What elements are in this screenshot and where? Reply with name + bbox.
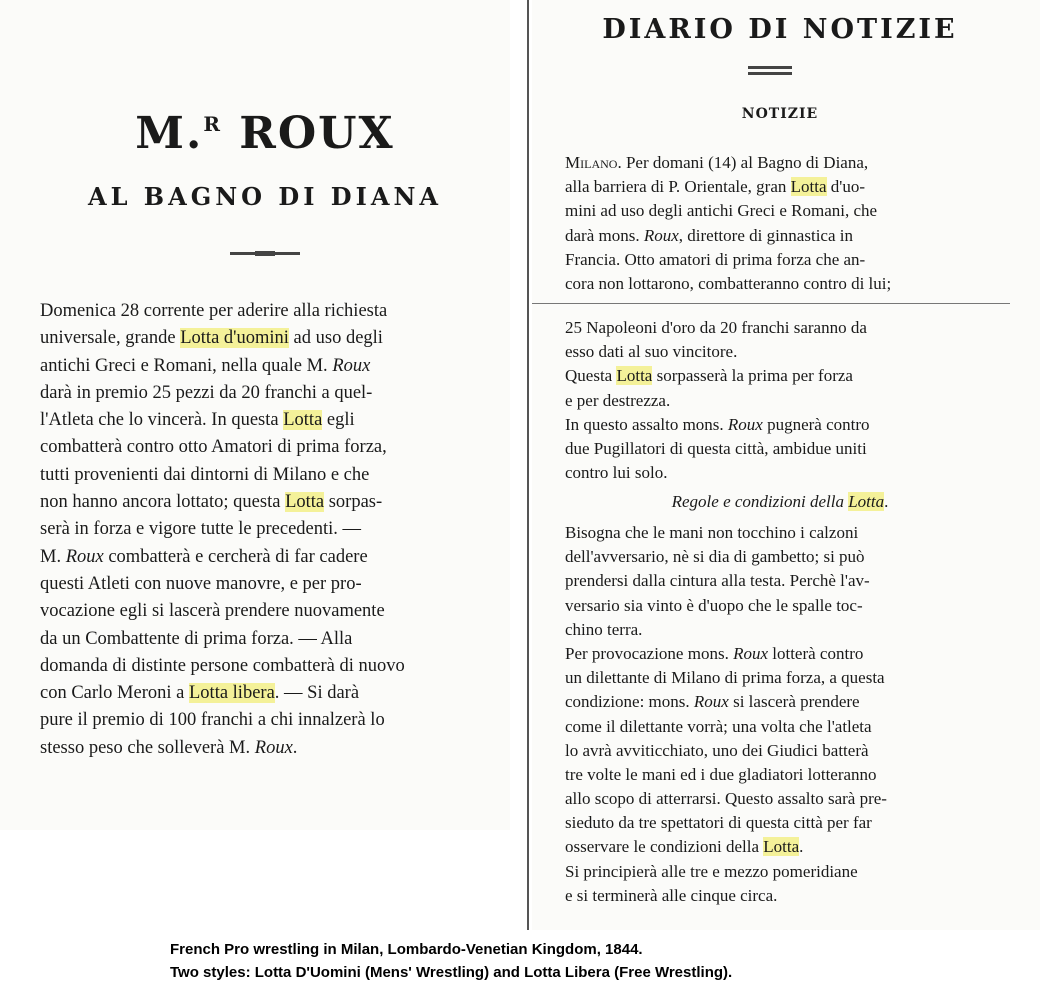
title-name: ROUX (239, 108, 395, 159)
text-line: In questo assalto mons. Roux pugnerà contro (565, 414, 870, 434)
text-line: Francia. Otto amatori di prima forza che an- (565, 249, 866, 269)
text-line: condizione: mons. Roux si lascerà prendere (565, 692, 860, 712)
italic-name: Roux (693, 692, 729, 712)
text-line: pure il premio di 100 franchi a chi innalzerà lo (40, 710, 385, 731)
text-line: un dilettante di Milano di prima forza, a questa (565, 668, 885, 688)
text-line: allo scopo di atterrarsi. Questo assalto sarà pre- (565, 789, 887, 809)
rules-heading-highlight: Lotta (848, 492, 885, 511)
caption-line-1: French Pro wrestling in Milan, Lombardo-Venetian Kingdom, 1844. (170, 941, 643, 958)
text-line: tutti provenienti dai dintorni di Milano e che (40, 464, 370, 485)
text-line: chino terra. (565, 619, 643, 639)
text-line: Bisogna che le mani non tocchino i calzoni (565, 523, 859, 542)
column-break-rule (532, 303, 1010, 304)
italic-name: Roux (643, 225, 679, 245)
text-line: lo avrà avviticchiato, uno dei Giudici batterà (565, 740, 869, 760)
highlighted-term: Lotta (763, 837, 800, 857)
text-line: Questa Lotta sorpasserà la prima per forza (565, 366, 853, 386)
highlighted-term: Lotta (616, 366, 653, 386)
text-line: e per destrezza. (565, 390, 671, 410)
text-line: vocazione egli si lascerà prendere nuovamente (40, 601, 385, 622)
text-line: da un Combattente di prima forza. — Alla (40, 628, 353, 649)
text-line: osservare le condizioni della Lotta. (565, 837, 804, 857)
text-line: dell'avversario, nè si dia di gambetto; si può (565, 547, 865, 567)
highlighted-term: Lotta d'uomini (180, 328, 289, 349)
text-line: come il dilettante vorrà; una volta che l'atleta (565, 716, 872, 736)
rules-heading (565, 490, 995, 514)
right-title: DIARIO DI NOTIZIE (602, 14, 958, 45)
text-line: stesso peso che solleverà M. Roux. (40, 737, 298, 758)
text-line: versario sia vinto è d'uopo che le spalle toc- (565, 595, 863, 615)
image-caption (170, 938, 732, 984)
small-caps-dateline: Milano. (565, 153, 622, 172)
text-line: Per provocazione mons. Roux lotterà contro (565, 643, 864, 663)
left-title (0, 108, 530, 159)
right-article-part-2 (565, 316, 870, 485)
highlighted-term: Lotta (283, 410, 323, 431)
ornament-rule-right-2 (748, 72, 792, 75)
highlighted-term: Lotta (285, 492, 325, 513)
rules-heading-text: Regole e condizioni della (671, 492, 849, 511)
text-line: Domenica 28 corrente per aderire alla richiesta (40, 301, 388, 321)
highlighted-term: Lotta libera (189, 683, 275, 704)
title-prefix: M. (135, 108, 204, 159)
text-line: e si terminerà alle cinque circa. (565, 885, 778, 905)
text-line: darà mons. Roux, direttore di ginnastica in (565, 225, 853, 245)
right-article-part-1 (565, 151, 891, 296)
ornament-rule-right (748, 66, 792, 69)
highlighted-term: Lotta (790, 177, 827, 197)
italic-name: Roux (727, 414, 763, 434)
title-superscript: R (203, 112, 222, 136)
text-line: l'Atleta che lo vincerà. In questa Lotta egli (40, 410, 355, 431)
text-line: domanda di distinte persone combatterà di nuovo (40, 655, 405, 676)
text-line: esso dati al suo vincitore. (565, 342, 738, 362)
text-line: serà in forza e vigore tutte le precedenti. — (40, 519, 362, 540)
text-line: Si principierà alle tre e mezzo pomeridiane (565, 861, 858, 881)
caption-line-2: Two styles: Lotta D'Uomini (Mens' Wrestling) and Lotta Libera (Free Wrestling). (170, 964, 733, 981)
text-line: cora non lottarono, combatteranno contro di lui; (565, 273, 892, 293)
right-article-part-3 (565, 521, 887, 908)
text-line: darà in premio 25 pezzi da 20 franchi a quel- (40, 382, 373, 403)
left-article-body (40, 298, 405, 762)
text-line: tre volte le mani ed i due gladiatori lotteranno (565, 764, 877, 784)
text-line: sieduto da tre spettatori di questa città per far (565, 813, 872, 833)
text-line: M. Roux combatterà e cercherà di far cadere (40, 546, 368, 567)
left-subtitle: AL BAGNO DI DIANA (87, 182, 443, 211)
ornament-center (255, 251, 275, 256)
right-section-heading: NOTIZIE (741, 106, 819, 122)
italic-name: Roux (254, 737, 293, 758)
text-line: non hanno ancora lottato; questa Lotta sorpas- (40, 492, 383, 513)
text-line: prendersi dalla cintura alla testa. Perchè l'av- (565, 571, 870, 591)
text-line: questi Atleti con nuove manovre, e per pro- (40, 573, 362, 594)
text-line: alla barriera di P. Orientale, gran Lotta d'uo- (565, 177, 865, 197)
text-line: contro lui solo. (565, 463, 668, 483)
rules-heading-period: . (884, 492, 889, 511)
text-line: antichi Greci e Romani, nella quale M. Roux (40, 355, 371, 376)
text-line: 25 Napoleoni d'oro da 20 franchi saranno da (565, 318, 867, 337)
text-line: mini ad uso degli antichi Greci e Romani, che (565, 201, 878, 221)
text-line: universale, grande Lotta d'uomini ad uso degli (40, 328, 383, 349)
text-line: con Carlo Meroni a Lotta libera. — Si darà (40, 683, 360, 704)
text-line: Milano. Per domani (14) al Bagno di Diana, (565, 153, 869, 172)
text-line: due Pugillatori di questa città, ambidue uniti (565, 438, 867, 458)
italic-name: Roux (332, 355, 371, 376)
text-line: combatterà contro otto Amatori di prima forza, (40, 437, 387, 458)
italic-name: Roux (65, 546, 104, 567)
italic-name: Roux (733, 643, 769, 663)
